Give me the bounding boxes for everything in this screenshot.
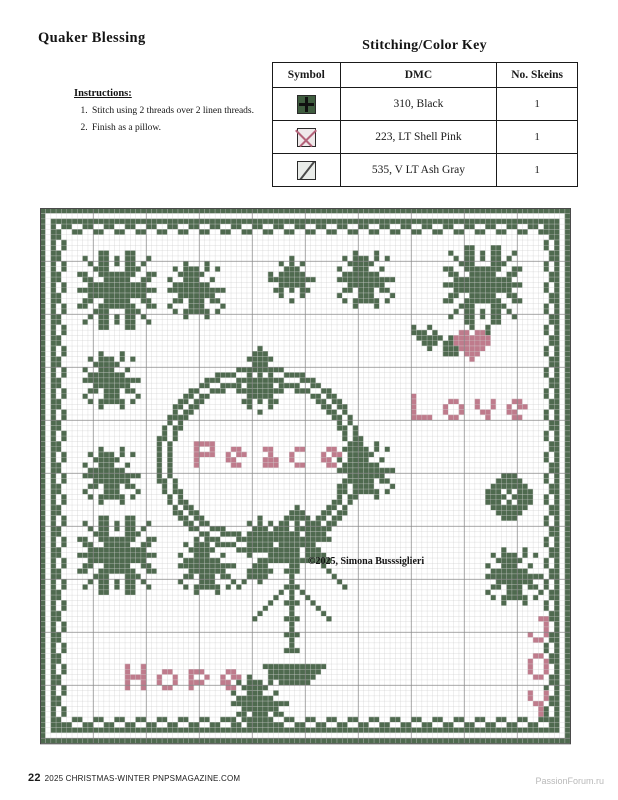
page-number: 22	[28, 772, 41, 784]
instructions-step: 1. Stitch using 2 threads over 2 linen threads.	[90, 103, 254, 120]
instructions-list	[74, 103, 254, 136]
footer-text: 2025 CHRISTMAS-WINTER PNPSMAGAZINE.COM	[44, 774, 241, 783]
header-dmc: DMC	[340, 63, 497, 88]
instructions-heading: Instructions:	[74, 88, 132, 99]
dmc-cell: 223, LT Shell Pink	[340, 121, 497, 154]
color-key-table	[272, 62, 578, 187]
page-title: Quaker Blessing	[38, 30, 146, 46]
page-footer	[28, 772, 240, 784]
copyright-notice: ©2025, Simona Busssiglieri	[308, 556, 425, 567]
table-row	[273, 121, 578, 154]
table-row	[273, 154, 578, 187]
skeins-cell: 1	[497, 121, 578, 154]
x-cross-symbol-icon	[297, 128, 316, 147]
dmc-cell: 535, V LT Ash Gray	[340, 154, 497, 187]
diagonal-slash-symbol-icon	[297, 161, 316, 180]
watermark: PassionForum.ru	[535, 776, 604, 786]
instructions-step: 2. Finish as a pillow.	[90, 120, 254, 137]
pattern-chart	[40, 208, 578, 752]
dmc-cell: 310, Black	[340, 88, 497, 121]
plus-square-symbol-icon	[297, 95, 316, 114]
pattern-chart-canvas	[40, 208, 578, 752]
header-skeins: No. Skeins	[497, 63, 578, 88]
skeins-cell: 1	[497, 88, 578, 121]
instructions-block	[74, 88, 254, 136]
symbol-cell	[273, 154, 341, 187]
color-key-title: Stitching/Color Key	[362, 38, 487, 53]
table-row	[273, 88, 578, 121]
symbol-cell	[273, 121, 341, 154]
skeins-cell: 1	[497, 154, 578, 187]
table-header-row	[273, 63, 578, 88]
symbol-cell	[273, 88, 341, 121]
header-symbol: Symbol	[273, 63, 341, 88]
